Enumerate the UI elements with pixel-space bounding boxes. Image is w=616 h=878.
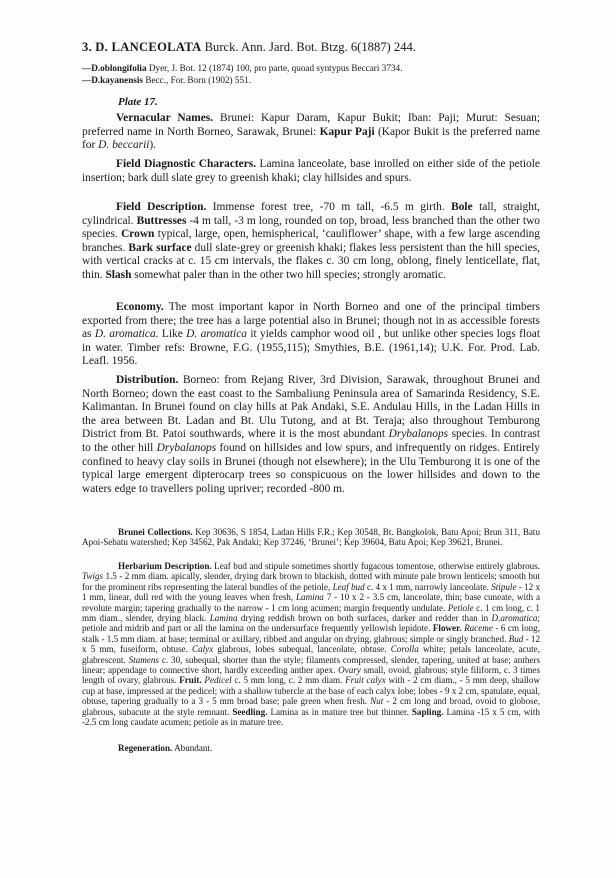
section-heading: Distribution.: [116, 374, 179, 386]
section-heading: Field Description.: [116, 201, 207, 213]
brunei-collections-paragraph: Brunei Collections. Kep 30636, S 1854, Ladan Hills F.R.; Kep 30548, Bt. Bangkolok, Batu Apoi; Brun 311, Batu Apoi-Sebatu watershed; Kep 34562, Pak Andaki; Kep 37246, ‘Brunei’; Kep 39604, Batu Apoi; Kep 39621, Brunei.: [82, 527, 541, 548]
field-description-paragraph: Field Description. Immense forest tree, -70 m tall, -6.5 m girth. Bole tall, straight, cylindrical. Buttresses -4 m tall, -3 m long, rounded on top, broad, less branched than the other two species. Crown typical, large, open, hemispherical, ‘cauliflower’ shape, with a few large ascending branches. Bark surface dull slate-grey or greenish khaki; flakes less persistent than the hill species, with vertical cracks at c. 15 cm intervals, the flakes c. 30 cm long, oblong, finely lenticellate, flat, thin. Slash somewhat paler than in the other two hill species; strongly aromatic.: [82, 201, 540, 281]
synonym-name: —D.oblongifolia: [82, 63, 147, 73]
section-heading: Brunei Collections.: [118, 527, 193, 537]
plate-reference: Plate 17.: [118, 96, 158, 108]
field-diagnostic-paragraph: Field Diagnostic Characters. Lamina lanceolate, base inrolled on either side of the petiole insertion; bark dull slate grey to greenish khaki; clay hillsides and spurs.: [82, 158, 540, 184]
synonym-citation: Dyer, J. Bot. 12 (1874) 100, pro parte, quoad syntypus Beccari 3734.: [148, 63, 403, 73]
section-heading: Economy.: [116, 301, 164, 313]
species-name: D. LANCEOLATA: [95, 40, 202, 54]
distribution-paragraph: Distribution. Borneo: from Rejang River, 3rd Division, Sarawak, throughout Brunei and North Borneo; down the east coast to the Sambaliung Peninsula area of Samarinda Residency, S.E. Kalimantan. In Brunei found on clay hills at Pak Andaki, S.E. Andulau Hills, in the Ladan Hills in the area between Bt. Ladan and Bt. Ulu Tutong, and at Bt. Teraja; also throughout Temburong District from Bt. Patoi southwards, where it is the most abundant Drybalanops species. In contrast to the other hill Drybalanops found on hillsides and low spurs, and infrequently on ridges. Entirely confined to heavy clay soils in Brunei (though not elsewhere); in the Ulu Temburong it is one of the typical large emergent dipterocarp trees so conspicuous on the lower hillsides and down to the waters edge to travellers poling upriver; recorded -800 m.: [82, 374, 540, 495]
vernacular-names-paragraph: Vernacular Names. Brunei: Kapur Daram, Kapur Bukit; Iban: Paji; Murut: Sesuan; preferred name in North Borneo, Sarawak, Brunei: Kapur Paji (Kapor Bukit is the preferred name for D. beccarii).: [82, 112, 540, 152]
regeneration-paragraph: Regeneration. Abundant.: [118, 743, 213, 753]
synonym-name: —D.kayanensis: [82, 75, 144, 85]
preferred-name: Kapur Paji: [319, 125, 375, 138]
species-citation: Burck. Ann. Jard. Bot. Btzg. 6(1887) 244.: [204, 40, 416, 54]
economy-paragraph: Economy. The most important kapor in North Borneo and one of the principal timbers exported from there; the tree has a large potential also in Brunei; though not in as accessible forests as D. aromatica. Like D. aromatica it yields camphor wood oil , but unlike other species logs float in water. Timber refs: Browne, F.G. (1955,115); Smythies, B.E. (1961,14); U.K. For. Prod. Lab. Leafl. 1956.: [82, 301, 540, 368]
species-number: 3.: [82, 40, 93, 54]
section-heading: Herbarium Description.: [118, 561, 212, 571]
section-heading: Regeneration.: [118, 743, 173, 753]
section-heading: Field Diagnostic Characters.: [116, 158, 257, 170]
species-heading: [82, 40, 540, 55]
synonym-line: [82, 62, 540, 74]
herbarium-description-paragraph: Herbarium Description. Leaf bud and stipule sometimes shortly fugacous tomentose, otherwise entirely glabrous. Twigs 1.5 - 2 mm diam. apically, slender, drying dark brown to blackish, dotted with minute pale brown lenticels; smooth but for the prominent ribs representing the lateral bundles of the petiole, Leaf bud c. 4 x 1 mm, narrowly lanceolate. Stipule - 12 x 1 mm, linear, dull red with the young leaves when fresh, Lamina 7 - 10 x 2 - 3.5 cm, lanceolate, thin; base cuneate, with a revolute margin; tapering gradually to the narrow - 1 cm long acumen; margin frequently undulate. Petiole c. 1 cm long, c. 1 mm diam., slender, drying black. Lamina drying reddish brown on both surfaces, darker and redder than in D.aromatica; petiole and midrib and part or all the lamina on the undersurface frequently yellowish lepidote. Flower. Raceme - 6 cm long, stalk - 1.5 mm diam. at base; terminal or axillary, ribbed and angular on drying, glabrous; simple or singly branched. Bud - 12 x 5 mm, fuseiform, obtuse. Calyx glabrous, lobes subequal, lanceolate, obtuse. Corolla white; petals lanceolate, acute, glabrescent. Stamens c. 30, subequal, shorter than the style; filaments compressed, slender, tapering, united at base; anthers linear; appendage to connective short, hardly exceeding anther apex. Ovary small, ovoid, glabrous; style filiform, c. 3 times length of ovary, glabrous. Fruit. Pedicel c. 5 mm long, c. 2 mm diam. Fruit calyx with - 2 cm diam., - 5 mm deep, shallow cup at base, impressed at the pedicel; with a shallow tubercle at the base of each calyx lobe; lobes - 9 x 2 cm, spatulate, equal, obtuse, tapering gradually to a 3 - 5 mm broad base; pale green when fresh. Nut - 2 cm long and broad, ovoid to globose, glabrous, subacute at the style remnant. Seedling. Lamina as in mature tree but thinner. Sapling. Lamina -15 x 5 cm, with -2.5 cm long caudate acumen; petiole as in mature tree.: [82, 561, 541, 728]
synonym-citation: Becc., For. Born (1902) 551.: [145, 75, 251, 85]
section-heading: Vernacular Names.: [116, 112, 214, 124]
synonym-line: [82, 74, 540, 86]
